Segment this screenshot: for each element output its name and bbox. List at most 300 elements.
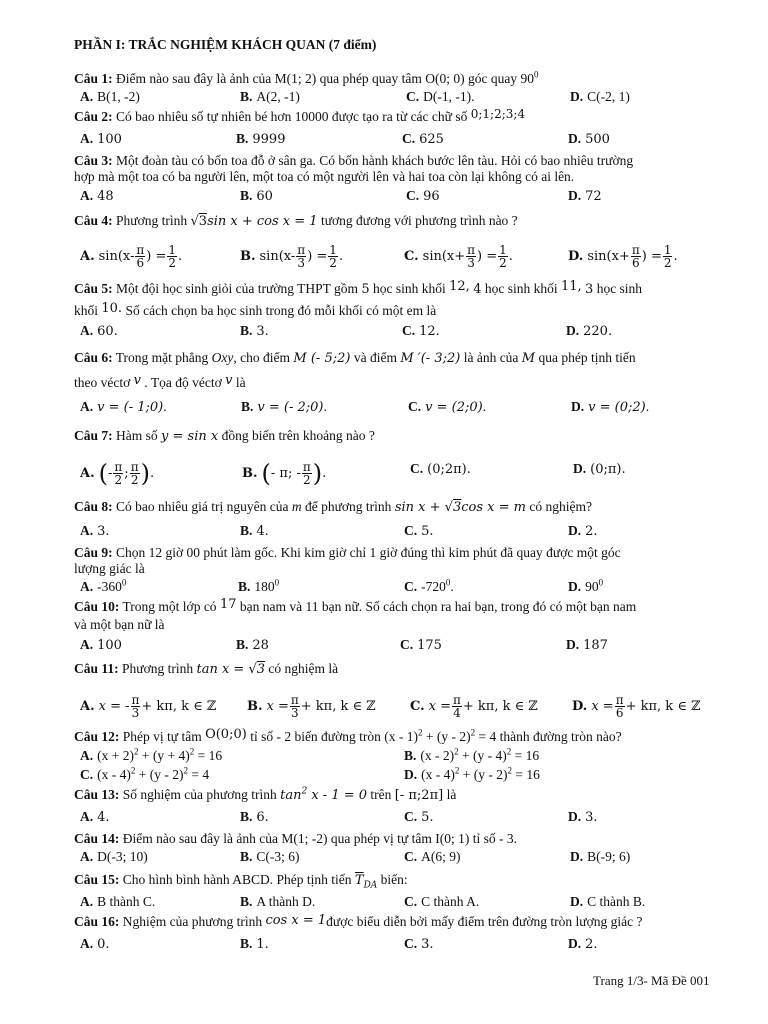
option-label: C. — [408, 399, 422, 414]
option-end: . — [450, 579, 454, 594]
fraction — [631, 244, 641, 269]
question-text: Trong một lớp có — [122, 599, 217, 614]
q16-option-d — [568, 936, 598, 953]
open-paren: ( — [98, 459, 108, 488]
option-text: 175 — [417, 638, 442, 653]
equation: √3sin x + cos x = 1 — [190, 214, 318, 229]
plane-name: Oxy — [211, 350, 234, 365]
section-title: PHẦN I: TRẮC NGHIỆM KHÁCH QUAN (7 điểm) — [74, 37, 377, 52]
option-mid: ) = — [641, 249, 662, 264]
question-label: Câu 9: — [74, 545, 113, 560]
question-text: để phương trình — [304, 499, 392, 514]
option-label: A. — [80, 849, 94, 864]
question-text: có nghiệm là — [268, 661, 339, 676]
option-label: B. — [240, 523, 253, 538]
option-text: C thành A. — [421, 894, 480, 909]
option-label: B. — [240, 809, 253, 824]
option-text: 90 — [585, 579, 599, 594]
fraction — [663, 244, 673, 269]
question-text: và điểm — [353, 350, 397, 365]
q10-option-a — [80, 637, 122, 654]
question-label: Câu 15: — [74, 872, 120, 887]
option-text: -360 — [97, 579, 122, 594]
question-text: Một đoàn tàu có bốn toa đỗ ở sân ga. Có bốn hành khách bước lên tàu. Hỏi có bao nhiêu trường — [116, 153, 634, 168]
q6-option-c: C. v = (2;0). — [408, 399, 487, 415]
denominator: 2 — [114, 473, 123, 487]
question-4 — [74, 213, 518, 230]
option-text: A(6; 9) — [421, 849, 461, 864]
option-label: C. — [400, 637, 414, 652]
equation-part: x - 1 = 0 — [311, 788, 368, 803]
option-text: 48 — [97, 189, 114, 204]
denominator: 6 — [136, 256, 145, 270]
sign: - — [108, 466, 113, 481]
fraction — [296, 244, 306, 269]
option-text: 500 — [585, 132, 610, 147]
q9-option-c — [404, 579, 454, 595]
option-label: B. — [240, 894, 253, 909]
question-text: là — [446, 787, 457, 802]
option-text: 2. — [585, 937, 598, 952]
question-5 — [74, 281, 642, 298]
option-label: D. — [568, 249, 584, 264]
q2-option-a — [80, 131, 122, 148]
option-label: C. — [406, 89, 420, 104]
option-pre: x = — [428, 699, 452, 714]
equation-rest: sin x + cos x = 1 — [207, 214, 318, 229]
degree-sup: 0 — [274, 577, 280, 588]
q7-option-a: A. (- $\frac{\pi}{2}$ ; $\frac{\pi}{2}$ ). — [80, 459, 155, 488]
denominator: 6 — [615, 706, 624, 720]
option-label: B. — [238, 579, 251, 594]
option-label: B. — [236, 637, 249, 652]
square-sup: 2 — [301, 786, 308, 797]
option-text: D(-3; 10) — [97, 849, 148, 864]
option-label: C. — [404, 894, 418, 909]
question-text: Hàm số — [116, 428, 158, 443]
option-label: A. — [80, 249, 95, 264]
option-label: A. — [80, 131, 94, 146]
question-text: học sinh khối — [373, 281, 446, 296]
option-label: B. — [240, 323, 253, 338]
grade-11: 11, — [560, 279, 582, 294]
q1-option-d — [570, 89, 630, 105]
option-text: C thành B. — [587, 894, 646, 909]
option-label: C. — [406, 188, 420, 203]
option-text: (x - 4) — [421, 767, 455, 782]
option-label: A. — [80, 523, 94, 538]
question-text: bạn nam và 11 bạn nữ. Số cách chọn ra hai bạn, trong đó có một bạn nam — [239, 599, 637, 614]
denominator: 3 — [297, 256, 306, 270]
question-1 — [74, 71, 539, 87]
q11-option-a — [80, 694, 216, 719]
q8-option-c — [404, 523, 434, 540]
question-text: Trong mặt phẳng — [115, 350, 209, 365]
count-1: 5 — [361, 282, 370, 297]
question-label: Câu 16: — [74, 914, 120, 929]
option-suffix: + kπ, k ∈ ℤ — [625, 699, 701, 714]
question-3 — [74, 153, 633, 169]
question-13 — [74, 787, 456, 804]
square-sup: 2 — [454, 765, 460, 776]
question-text: trên — [370, 787, 392, 802]
q12-option-b — [404, 748, 539, 764]
q7-option-d — [573, 461, 626, 478]
q10-option-c — [400, 637, 442, 654]
open-paren: ( — [261, 459, 271, 488]
question-label: Câu 11: — [74, 661, 119, 676]
option-label: D. — [568, 579, 582, 594]
option-label: D. — [570, 89, 584, 104]
option-label: D. — [570, 894, 584, 909]
option-text: 3. — [97, 524, 110, 539]
option-label: A. — [80, 894, 94, 909]
question-14 — [74, 831, 517, 847]
question-9-line-2: lượng giác là — [74, 561, 145, 576]
option-label: B. — [241, 399, 254, 414]
option-pre: x = — [591, 699, 614, 714]
option-pre: x = — [266, 699, 289, 714]
option-label: B. — [240, 849, 253, 864]
page-footer: Trang 1/3- Mã Đề 001 — [593, 973, 710, 988]
numerator: 1 — [168, 243, 177, 257]
q11-option-b — [247, 694, 376, 719]
numerator: π — [302, 460, 311, 474]
question-text: Cho hình bình hành ABCD. Phép tịnh tiến — [122, 872, 352, 887]
option-text: (x - 2) — [420, 748, 455, 763]
option-text: A(2, -1) — [256, 89, 300, 104]
q5-option-a — [80, 323, 118, 340]
option-text: 100 — [97, 638, 122, 653]
option-text: C(-3; 6) — [256, 849, 300, 864]
question-label: Câu 13: — [74, 787, 120, 802]
q6-option-a: A. v = (- 1;0). — [80, 399, 167, 415]
question-text: tỉ số - 2 biến đường tròn (x - 1) — [250, 729, 418, 744]
option-text: 4. — [97, 810, 110, 825]
question-label: Câu 6: — [74, 350, 113, 365]
option-text: + (y + 4) — [138, 748, 190, 763]
question-10-line-2: và một bạn nữ là — [74, 617, 165, 632]
q7-option-c — [410, 461, 471, 478]
numerator: π — [467, 243, 476, 257]
option-text: 4. — [256, 524, 269, 539]
option-label: C. — [404, 936, 418, 951]
vector-v: v — [133, 373, 141, 388]
radicand: 3 — [198, 214, 208, 229]
option-text: D(-1, -1). — [423, 89, 475, 104]
q12-option-c — [80, 767, 209, 783]
question-15 — [74, 872, 408, 889]
option-text: 0. — [97, 937, 110, 952]
question-text: Số cách chọn ba học sinh trong đó mỗi khối có một em là — [125, 303, 437, 318]
option-text: (0;2π). — [427, 462, 471, 477]
radicand: 3 — [452, 500, 462, 515]
equation-part: cos x = m — [461, 500, 526, 515]
question-label: Câu 2: — [74, 109, 113, 124]
count-2: 4 — [473, 282, 482, 297]
question-text: là — [235, 375, 246, 390]
q14-option-b — [240, 849, 300, 865]
question-label: Câu 1: — [74, 71, 113, 86]
param-m: m — [291, 499, 302, 514]
question-8 — [74, 499, 592, 516]
option-suffix: + kπ, k ∈ ℤ — [300, 699, 376, 714]
option-text: 60. — [97, 324, 118, 339]
question-text: Có bao nhiêu số tự nhiên bé hơn 10000 được tạo ra từ các chữ số — [116, 109, 468, 124]
square-sup: 2 — [507, 765, 512, 776]
question-label: Câu 14: — [74, 831, 120, 846]
question-text: Điểm nào sau đây là ảnh của M(1; -2) qua phép vị tự tâm I(0; 1) tỉ số - 3. — [122, 831, 517, 846]
option-text: = 4 — [187, 767, 210, 782]
q15-option-c — [404, 894, 479, 910]
point-m: M (- 5;2) — [293, 351, 351, 366]
q16-option-c — [404, 936, 434, 953]
option-label: B. — [404, 748, 417, 763]
interval: [- π;2π] — [394, 788, 444, 803]
option-text: 5. — [421, 810, 434, 825]
option-label: B. — [240, 188, 253, 203]
fraction — [131, 694, 141, 719]
option-label: B. — [240, 936, 253, 951]
denominator: 6 — [631, 256, 640, 270]
question-text: Điểm nào sau đây là ảnh của M(1; 2) qua phép quay tâm O(0; 0) góc quay 90 — [116, 71, 535, 86]
q14-option-c — [404, 849, 461, 865]
option-text: 28 — [252, 638, 269, 653]
option-label: A. — [80, 748, 94, 763]
numerator: π — [290, 693, 299, 707]
fraction — [167, 244, 177, 269]
question-6 — [74, 350, 636, 367]
q8-option-d — [568, 523, 598, 540]
option-text: = 16 — [511, 767, 540, 782]
q3-option-a — [80, 188, 114, 205]
option-label: A. — [80, 699, 95, 714]
option-text: A thành D. — [256, 894, 316, 909]
option-text: B(-9; 6) — [587, 849, 631, 864]
option-label: D. — [568, 131, 582, 146]
q8-option-a — [80, 523, 110, 540]
numerator: π — [297, 243, 306, 257]
numerator: π — [631, 243, 640, 257]
option-label: D. — [571, 399, 585, 414]
q14-option-d — [570, 849, 630, 865]
degree-sup: 0 — [445, 577, 451, 588]
square-sup: 2 — [183, 765, 188, 776]
degree-sup: 0 — [534, 69, 539, 80]
option-mid: ) = — [477, 249, 498, 264]
q13-option-c — [404, 809, 434, 826]
q5-option-c — [402, 323, 440, 340]
question-text: qua phép tịnh tiến — [538, 350, 636, 365]
question-label: Câu 8: — [74, 499, 113, 514]
numerator: π — [131, 693, 140, 707]
q10-option-b — [236, 637, 269, 654]
option-label: D. — [568, 936, 582, 951]
question-6-line-2 — [74, 375, 246, 392]
numerator: 1 — [329, 243, 337, 257]
option-label: C. — [402, 323, 416, 338]
digits-math: 0;1;2;3;4 — [470, 107, 526, 121]
question-9 — [74, 545, 621, 561]
option-text: C(-2, 1) — [587, 89, 630, 104]
option-text: 9999 — [252, 132, 286, 147]
question-text-2: tương đương với phương trình nào ? — [320, 213, 518, 228]
function: y = sin x — [161, 429, 219, 444]
option-label: C. — [404, 849, 418, 864]
option-label: D. — [566, 637, 580, 652]
option-text: v = (0;2) — [588, 400, 646, 415]
translation-symbol — [354, 873, 378, 891]
q11-option-c — [410, 694, 538, 719]
equation — [280, 788, 367, 803]
q3-option-d — [568, 188, 602, 205]
numerator: 1 — [663, 243, 672, 257]
option-mid: ) = — [146, 249, 167, 264]
numerator: π — [453, 693, 461, 707]
denominator: 2 — [499, 256, 507, 270]
question-text: Có bao nhiêu giá trị nguyên của — [116, 499, 289, 514]
q5-option-b — [240, 323, 269, 340]
fraction — [498, 244, 508, 269]
q4-option-a: A. sin(x- $\frac{\pi}{6}$ ) = $\frac{1}{2}$ . — [80, 243, 183, 270]
option-text: 3. — [256, 324, 269, 339]
option-pre: x = - — [98, 699, 130, 714]
square-sup: 2 — [133, 746, 139, 757]
option-label: D. — [570, 849, 584, 864]
separator: ; — [124, 466, 129, 481]
grade-12: 12, — [449, 279, 470, 294]
question-label: Câu 4: — [74, 213, 113, 228]
option-text: 100 — [97, 132, 122, 147]
equation-part: tan — [280, 788, 302, 803]
question-10 — [74, 599, 636, 616]
option-label: A. — [80, 89, 94, 104]
question-7 — [74, 428, 375, 445]
q1-option-c — [406, 89, 474, 105]
option-text: B(1, -2) — [97, 89, 140, 104]
q2-option-c — [402, 131, 444, 148]
fraction — [328, 244, 338, 269]
question-12 — [74, 729, 622, 746]
question-text: học sinh — [596, 281, 643, 296]
q15-option-a — [80, 894, 155, 910]
count-3: 3 — [585, 282, 594, 297]
denominator: 2 — [329, 256, 337, 270]
denominator: 2 — [130, 473, 139, 487]
option-label: B. — [242, 466, 258, 481]
question-text: là ảnh của — [463, 350, 519, 365]
t-letter: $\overline{T}$ — [354, 873, 364, 888]
numerator: π — [136, 243, 145, 257]
q14-option-a — [80, 849, 148, 865]
q13-option-d — [568, 809, 598, 826]
option-label: C. — [404, 249, 419, 264]
question-text: Phương trình — [116, 213, 188, 228]
option-suffix: + kπ, k ∈ ℤ — [141, 699, 217, 714]
option-text: + (y - 2) — [459, 767, 508, 782]
q15-option-d — [570, 894, 645, 910]
option-text: = 16 — [511, 748, 540, 763]
square-sup: 2 — [470, 727, 476, 738]
interval-start: - π; - — [270, 466, 301, 481]
fraction — [452, 694, 462, 719]
option-text: 2. — [585, 524, 598, 539]
equation: tan x = √3 — [196, 662, 266, 677]
option-label: B. — [247, 699, 263, 714]
question-text: Chọn 12 giờ 00 phút làm gốc. Khi kim giờ chỉ 1 giờ đúng thì kim phút đã quay được một góc — [116, 545, 621, 560]
question-label: Câu 7: — [74, 428, 113, 443]
question-text: Nghiệm của phương trình — [122, 914, 263, 929]
question-3-line-2: hợp mà một toa có ba người lên, một toa có một người lên và hai toa còn lại không có ai lên. — [74, 169, 575, 184]
option-label: A. — [80, 809, 94, 824]
q16-option-b — [240, 936, 269, 953]
q8-option-b — [240, 523, 269, 540]
q6-option-b: B. v = (- 2;0). — [241, 399, 327, 415]
fraction — [135, 244, 145, 269]
question-2 — [74, 109, 525, 125]
option-suffix: + kπ, k ∈ ℤ — [462, 699, 538, 714]
denominator: 3 — [131, 706, 140, 720]
option-text: 72 — [585, 189, 602, 204]
q11-option-d — [572, 694, 701, 719]
numerator: π — [114, 460, 123, 474]
question-text: học sinh khối — [484, 281, 558, 296]
q12-option-a — [80, 748, 222, 764]
option-text: v = (2;0) — [425, 400, 483, 415]
question-text: khối — [74, 303, 99, 318]
q10-option-d — [566, 637, 608, 654]
question-16 — [74, 914, 642, 931]
close-paren: ) — [312, 459, 323, 488]
question-label: Câu 5: — [74, 281, 113, 296]
fraction — [466, 244, 476, 269]
option-text: + (y - 4) — [458, 748, 507, 763]
square-sup: 2 — [454, 746, 459, 757]
option-label: C. — [80, 767, 94, 782]
option-label: A. — [80, 466, 95, 481]
q13-option-a — [80, 809, 110, 826]
option-pre: sin(x+ — [422, 249, 466, 264]
question-text: theo véctơ — [74, 375, 131, 390]
option-text: 625 — [419, 132, 444, 147]
option-text: 60 — [256, 189, 273, 204]
equation-part: sin x + — [394, 500, 441, 515]
q3-option-b — [240, 188, 273, 205]
question-text: được biểu diễn bởi mấy điểm trên đường tròn lượng giác ? — [326, 914, 643, 929]
square-sup: 2 — [506, 746, 512, 757]
option-pre: sin(x- — [98, 249, 135, 264]
point-name: M — [521, 351, 536, 366]
option-text: (0;π). — [590, 462, 626, 477]
question-text: , cho điểm — [233, 350, 291, 365]
option-text: v = (- 1;0) — [97, 400, 164, 415]
option-text: 3. — [585, 810, 598, 825]
option-text: = 16 — [194, 748, 223, 763]
close-paren: ) — [140, 459, 150, 488]
degree-sup: 0 — [598, 577, 604, 588]
option-text: 180 — [254, 579, 275, 594]
equation-part: tan x = — [196, 662, 245, 677]
q9-option-a — [80, 579, 126, 595]
question-label: Câu 3: — [74, 153, 113, 168]
question-text: Phương trình — [122, 661, 194, 676]
q9-option-d — [568, 579, 603, 595]
option-label: D. — [568, 523, 582, 538]
option-label: D. — [573, 461, 587, 476]
q3-option-c — [406, 188, 440, 205]
numerator: π — [615, 693, 624, 707]
denominator: 3 — [467, 256, 475, 270]
